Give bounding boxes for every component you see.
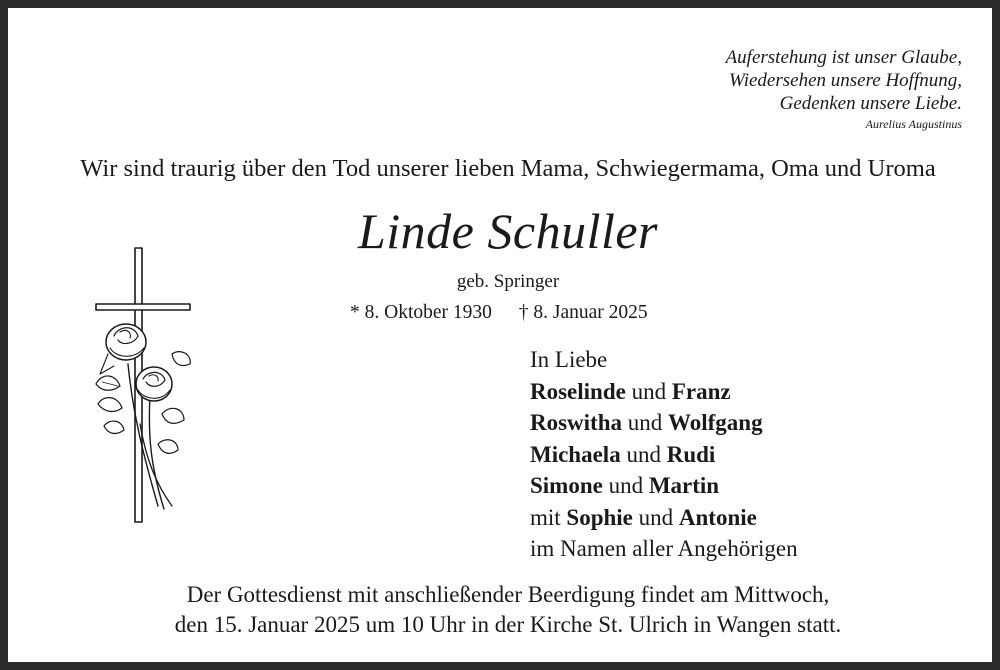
family-couple-2 [530, 407, 798, 439]
intro-text: Wir sind traurig über den Tod unserer lieben Mama, Schwiegermama, Oma und Uroma [80, 155, 936, 182]
family-couple-1 [530, 376, 798, 408]
couple-name: Simone [530, 473, 603, 498]
grandchild-name: Sophie [566, 504, 633, 530]
conjunction: und [631, 378, 667, 404]
conjunction: und [638, 504, 674, 530]
service-line-2: den 15. Januar 2025 um 10 Uhr in der Kirche St. Ulrich in Wangen statt. [174, 612, 842, 637]
quote-line-3: Gedenken unsere Liebe. [779, 93, 962, 114]
conjunction: und [626, 441, 661, 467]
quote-line-1: Auferstehung ist unser Glaube, [725, 47, 962, 68]
couple-name: Wolfgang [668, 410, 763, 435]
birth-date: * 8. Oktober 1930 [350, 302, 492, 323]
family-couple-4 [530, 470, 798, 502]
quote-line-2: Wiedersehen unsere Hoffnung, [728, 70, 962, 91]
couple-name: Franz [671, 378, 731, 404]
grandchild-name: Antonie [678, 504, 757, 530]
couple-name: Rudi [666, 441, 716, 467]
couple-name: Martin [648, 473, 720, 498]
family-heading: In Liebe [530, 347, 608, 372]
service-info [8, 580, 1000, 640]
couple-name: Roswitha [530, 410, 623, 435]
death-date: † 8. Januar 2025 [518, 302, 648, 323]
couple-name: Roselinde [530, 378, 626, 404]
deceased-name: Linde Schuller [357, 203, 659, 259]
conjunction: und [608, 473, 644, 498]
birth-name: geb. Springer [456, 271, 560, 292]
cross-with-roses-icon [88, 244, 198, 526]
couple-name: Michaela [530, 441, 621, 467]
family-list [530, 344, 798, 565]
family-couple-3 [530, 439, 798, 471]
service-line-1: Der Gottesdienst mit anschließender Beerdigung findet am Mittwoch, [186, 582, 830, 607]
family-closing: im Namen aller Angehörigen [530, 536, 798, 561]
family-grandchildren [530, 502, 798, 534]
conjunction: und [627, 410, 663, 435]
quote-author: Aurelius Augustinus [865, 117, 962, 131]
life-dates [350, 301, 648, 325]
with-prefix: mit [530, 504, 561, 530]
quote-block [726, 46, 962, 132]
